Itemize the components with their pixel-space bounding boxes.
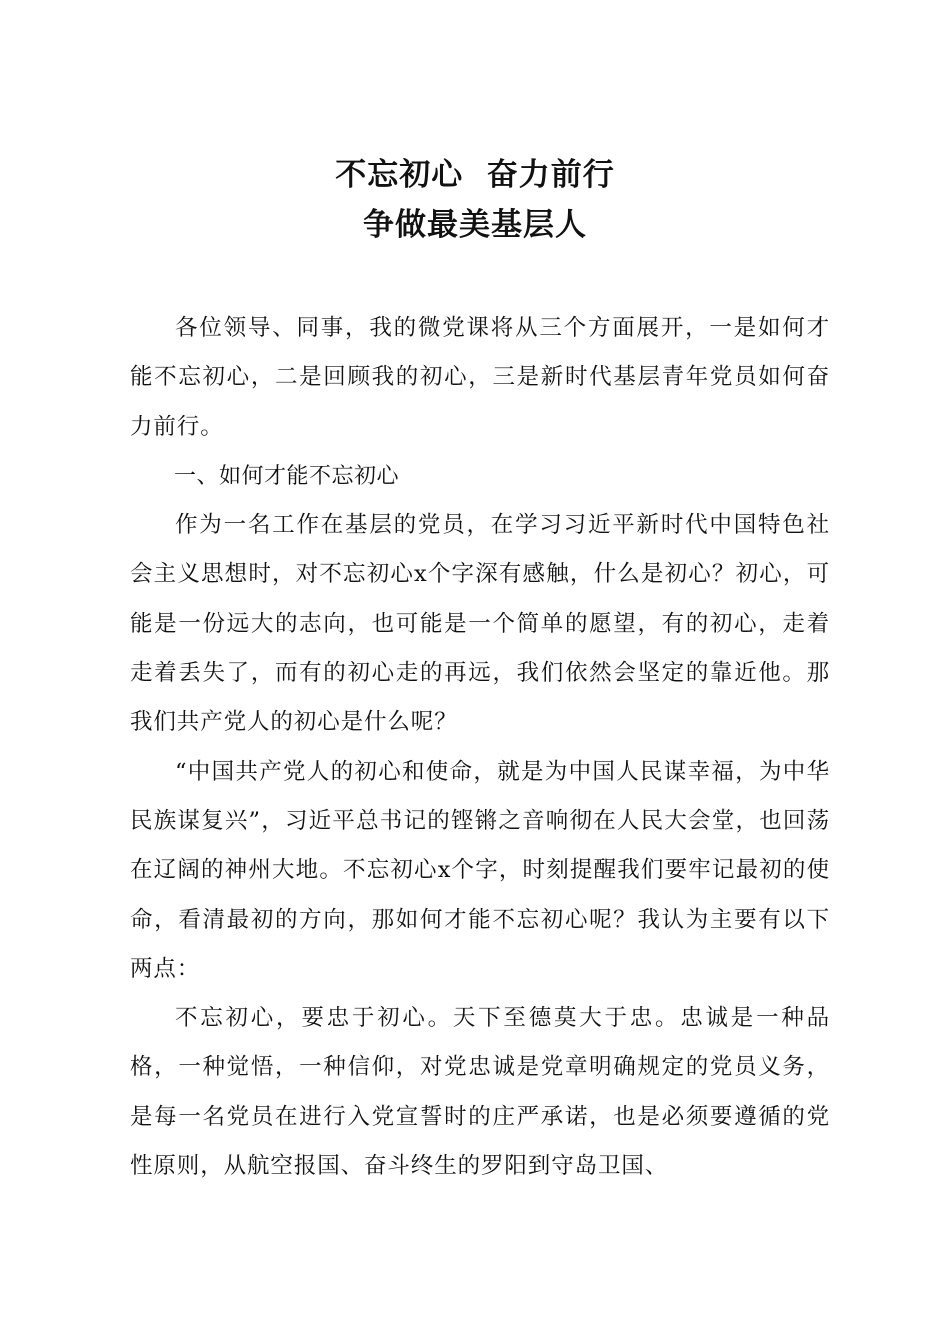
document-body [130,304,830,1191]
section-heading-1: 一、如何才能不忘初心 [174,463,400,489]
title-line-2: 争做最美基层人 [363,207,587,243]
body-paragraph-3: 不忘初心，要忠于初心。天下至德莫大于忠。忠诚是一种品格，一种觉悟，一种信仰，对党忠诚是党章明确规定的党员义务，是每一名党员在进行入党宣誓时的庄严承诺，也是必须要遵循的党性原则，从航空报国、奋斗终生的罗阳到守岛卫国、 [130,1005,830,1180]
body-paragraph-2: “中国共产党人的初心和使命，就是为中国人民谋幸福，为中华民族谋复兴”，习近平总书记的铿锵之音响彻在人民大会堂，也回荡在辽阔的神州大地。不忘初心x个字，时刻提醒我们要牢记最初的使命，看清最初的方向，那如何才能不忘初心呢？我认为主要有以下两点： [130,758,830,982]
intro-paragraph: 各位领导、同事，我的微党课将从三个方面展开，一是如何才能不忘初心，二是回顾我的初心，三是新时代基层青年党员如何奋力前行。 [130,315,830,440]
title-line-1: 不忘初心 奋力前行 [335,157,615,193]
body-paragraph-1: 作为一名工作在基层的党员，在学习习近平新时代中国特色社会主义思想时，对不忘初心x个字深有感触，什么是初心？初心，可能是一份远大的志向，也可能是一个简单的愿望，有的初心，走着走着丢失了，而有的初心走的再远，我们依然会坚定的靠近他。那我们共产党人的初心是什么呢？ [130,512,830,736]
document-title [0,150,950,250]
